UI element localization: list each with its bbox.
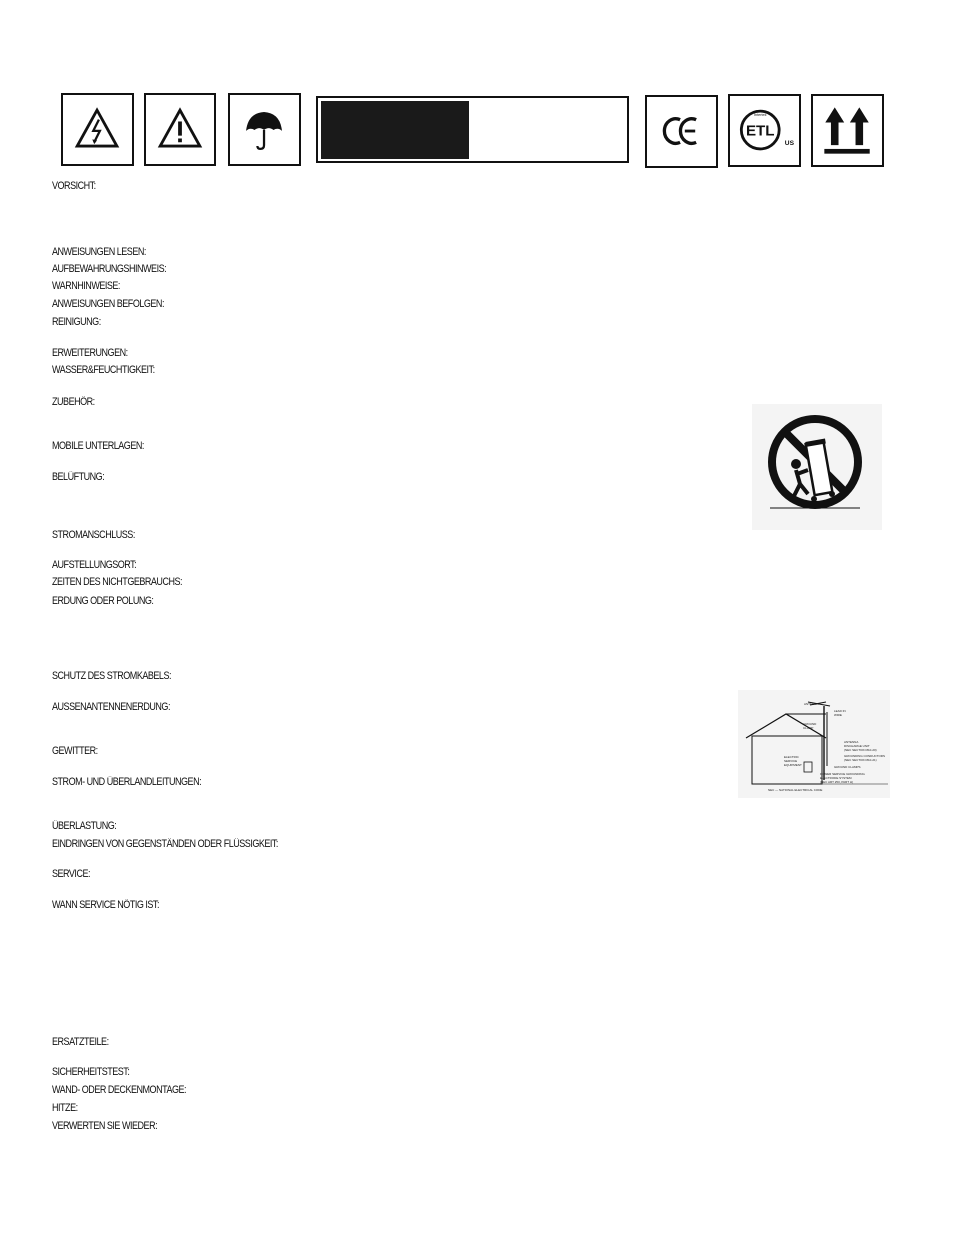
this-side-up-arrows-icon xyxy=(811,94,884,167)
label-ueberlandleitungen: STROM- UND ÜBERLANDLEITUNGEN: xyxy=(52,776,202,788)
label-warnhinweise: WARNHINWEISE: xyxy=(52,280,120,292)
antenna-grounding-diagram xyxy=(738,690,890,798)
electric-label-2: SERVICE xyxy=(784,759,798,763)
label-stromanschluss: STROMANSCHLUSS: xyxy=(52,529,135,541)
label-sicherheitstest: SICHERHEITSTEST: xyxy=(52,1066,130,1078)
warning-banner xyxy=(316,96,629,163)
label-erdung-polung: ERDUNG ODER POLUNG: xyxy=(52,595,154,607)
label-vorsicht: VORSICHT: xyxy=(52,180,96,192)
label-gewitter: GEWITTER: xyxy=(52,745,98,757)
label-zubehoer: ZUBEHÖR: xyxy=(52,396,95,408)
label-verwerten: VERWERTEN SIE WIEDER: xyxy=(52,1120,158,1132)
label-aufbewahrungshinweis: AUFBEWAHRUNGSHINWEIS: xyxy=(52,263,167,275)
warning-banner-black-panel xyxy=(321,101,469,159)
label-mobile-unterlagen: MOBILE UNTERLAGEN: xyxy=(52,440,144,452)
keep-dry-umbrella-icon xyxy=(228,93,301,166)
etl-intertek-text: Intertek xyxy=(753,112,767,117)
label-reinigung: REINIGUNG: xyxy=(52,316,101,328)
ce-mark-icon xyxy=(645,95,718,168)
exclamation-warning-icon xyxy=(144,93,216,166)
discharge-label-2: DISCHARGE UNIT xyxy=(844,744,870,748)
label-ersatzteile: ERSATZTEILE: xyxy=(52,1036,109,1048)
electric-label-1: ELECTRIC xyxy=(784,755,799,759)
etl-listed-icon xyxy=(728,94,801,167)
power-label-2: ELECTRODE SYSTEM xyxy=(820,776,852,780)
grounding-label-1: GROUNDING CONDUCTORS xyxy=(844,754,885,758)
etl-us-text: US xyxy=(784,140,795,148)
discharge-label-1: ANTENNA xyxy=(844,740,859,744)
grounding-label-2: (NEC SECTION 810-21) xyxy=(844,758,877,762)
label-wasser-feuchtigkeit: WASSER&FEUCHTIGKEIT: xyxy=(52,364,155,376)
label-belueftung: BELÜFTUNG: xyxy=(52,471,105,483)
label-anweisungen-lesen: ANWEISUNGEN LESEN: xyxy=(52,246,146,258)
svg-text:ETL: ETL xyxy=(745,122,775,140)
label-hitze: HITZE: xyxy=(52,1102,78,1114)
clamp-label: CLAMP xyxy=(803,726,814,730)
power-label-1: POWER SERVICE GROUNDING xyxy=(820,772,865,776)
label-wann-service: WANN SERVICE NÖTIG IST: xyxy=(52,899,159,911)
lightning-warning-icon xyxy=(61,93,134,166)
label-service: SERVICE: xyxy=(52,868,91,880)
label-ueberlastung: ÜBERLASTUNG: xyxy=(52,820,117,832)
label-eindringen: EINDRINGEN VON GEGENSTÄNDEN ODER FLÜSSIGKEIT: xyxy=(52,838,278,850)
nec-label: NEC — NATIONAL ELECTRICAL CODE xyxy=(768,788,823,792)
power-label-3: (NEC ART 250, PART H) xyxy=(820,780,854,784)
label-aufstellungsort: AUFSTELLUNGSORT: xyxy=(52,559,137,571)
label-zeiten-nichtgebrauch: ZEITEN DES NICHTGEBRAUCHS: xyxy=(52,576,183,588)
label-wand-deckenmontage: WAND- ODER DECKENMONTAGE: xyxy=(52,1084,187,1096)
cart-tip-over-warning-figure xyxy=(752,404,882,530)
wire-label: WIRE xyxy=(834,713,842,717)
lead-in-label: LEAD IN xyxy=(834,709,846,713)
electric-label-3: EQUIPMENT xyxy=(784,763,802,767)
label-erweiterungen: ERWEITERUNGEN: xyxy=(52,347,128,359)
ground-label: GROUND xyxy=(803,722,817,726)
label-anweisungen-befolgen: ANWEISUNGEN BEFOLGEN: xyxy=(52,298,164,310)
ground-clamps-label: GROUND CLAMPS xyxy=(834,765,861,769)
label-aussenantennenerdung: AUSSENANTENNENERDUNG: xyxy=(52,701,170,713)
antenna-label: ANTENNA xyxy=(804,702,819,706)
discharge-label-3: (NEC SECTION 810-20) xyxy=(844,748,877,752)
label-schutz-stromkabel: SCHUTZ DES STROMKABELS: xyxy=(52,670,172,682)
